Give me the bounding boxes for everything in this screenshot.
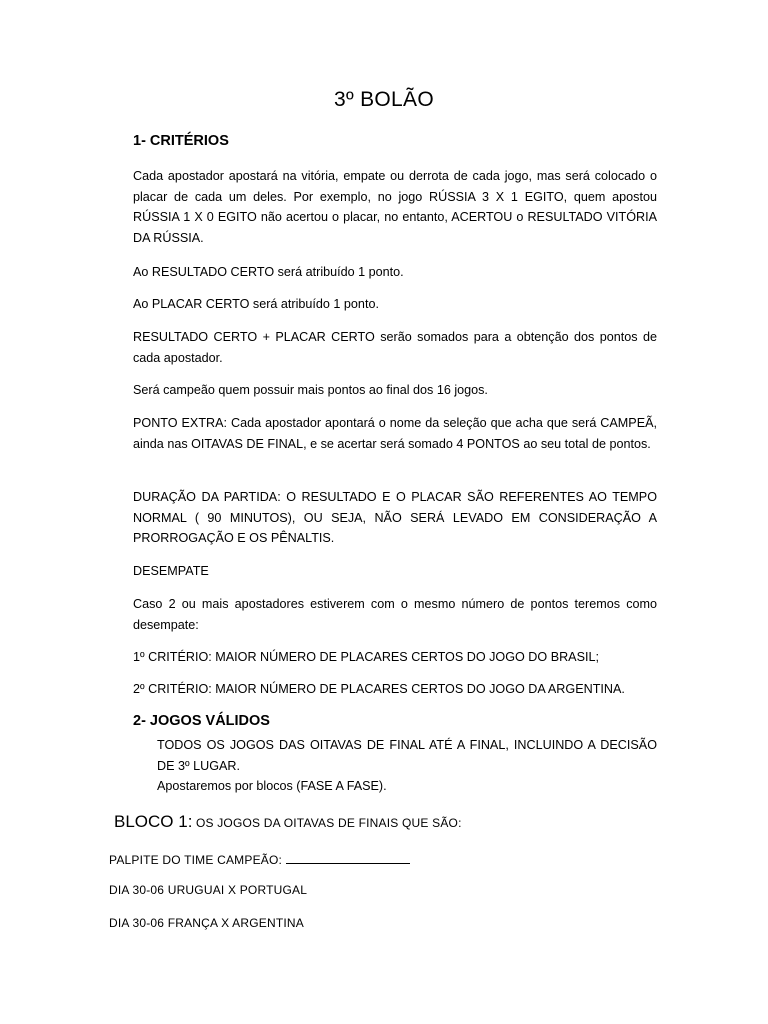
paragraph-campeao: Será campeão quem possuir mais pontos ao final dos 16 jogos. [133, 383, 488, 397]
paragraph-desempate-intro: Caso 2 ou mais apostadores estiverem com o mesmo número de pontos teremos como desempate: [133, 597, 657, 632]
document-title: 3º BOLÃO [334, 88, 434, 111]
paragraph-criterio-1: 1º CRITÉRIO: MAIOR NÚMERO DE PLACARES CERTOS DO JOGO DO BRASIL; [133, 650, 599, 664]
paragraph-soma-pontos: RESULTADO CERTO + PLACAR CERTO serão somados para a obtenção dos pontos de cada apostador. [133, 330, 657, 365]
bloco-1-label: BLOCO 1: [114, 812, 193, 831]
game-item: DIA 30-06 FRANÇA X ARGENTINA [109, 916, 304, 930]
section-1-heading: 1- CRITÉRIOS [133, 133, 229, 149]
palpite-blank-field [286, 851, 410, 864]
bloco-1-heading [114, 812, 462, 832]
paragraph-criterio-2: 2º CRITÉRIO: MAIOR NÚMERO DE PLACARES CERTOS DO JOGO DA ARGENTINA. [133, 682, 625, 696]
palpite-label: PALPITE DO TIME CAMPEÃO: [109, 853, 283, 867]
paragraph-jogos-validos: TODOS OS JOGOS DAS OITAVAS DE FINAL ATÉ A FINAL, INCLUINDO A DECISÃO DE 3º LUGAR. [157, 738, 657, 773]
paragraph-criteria-intro: Cada apostador apostará na vitória, empate ou derrota de cada jogo, mas será colocado o placar de cada um deles. Por exemplo, no jogo RÚSSIA 3 X 1 EGITO, quem apostou RÚSSIA 1 X 0 EGITO não acertou o placar, no entanto, ACERTOU o RESULTADO VITÓRIA DA RÚSSIA. [133, 169, 657, 246]
bloco-1-subtitle: OS JOGOS DA OITAVAS DE FINAIS QUE SÃO: [192, 816, 462, 830]
paragraph-resultado-certo: Ao RESULTADO CERTO será atribuído 1 ponto. [133, 265, 404, 279]
paragraph-placar-certo: Ao PLACAR CERTO será atribuído 1 ponto. [133, 297, 379, 311]
paragraph-duracao: DURAÇÃO DA PARTIDA: O RESULTADO E O PLACAR SÃO REFERENTES AO TEMPO NORMAL ( 90 MINUTOS), OU SEJA, NÃO SERÁ LEVADO EM CONSIDERAÇÃO A PRORROGAÇÃO E OS PÊNALTIS. [133, 490, 657, 546]
paragraph-desempate-title: DESEMPATE [133, 564, 209, 578]
game-item: DIA 30-06 URUGUAI X PORTUGAL [109, 883, 308, 897]
section-2-heading: 2- JOGOS VÁLIDOS [133, 713, 270, 729]
palpite-line [109, 851, 410, 867]
paragraph-ponto-extra: PONTO EXTRA: Cada apostador apontará o nome da seleção que acha que será CAMPEÃ, ainda nas OITAVAS DE FINAL, e se acertar será somado 4 PONTOS ao seu total de pontos. [133, 416, 657, 451]
paragraph-blocos-note: Apostaremos por blocos (FASE A FASE). [157, 779, 387, 793]
